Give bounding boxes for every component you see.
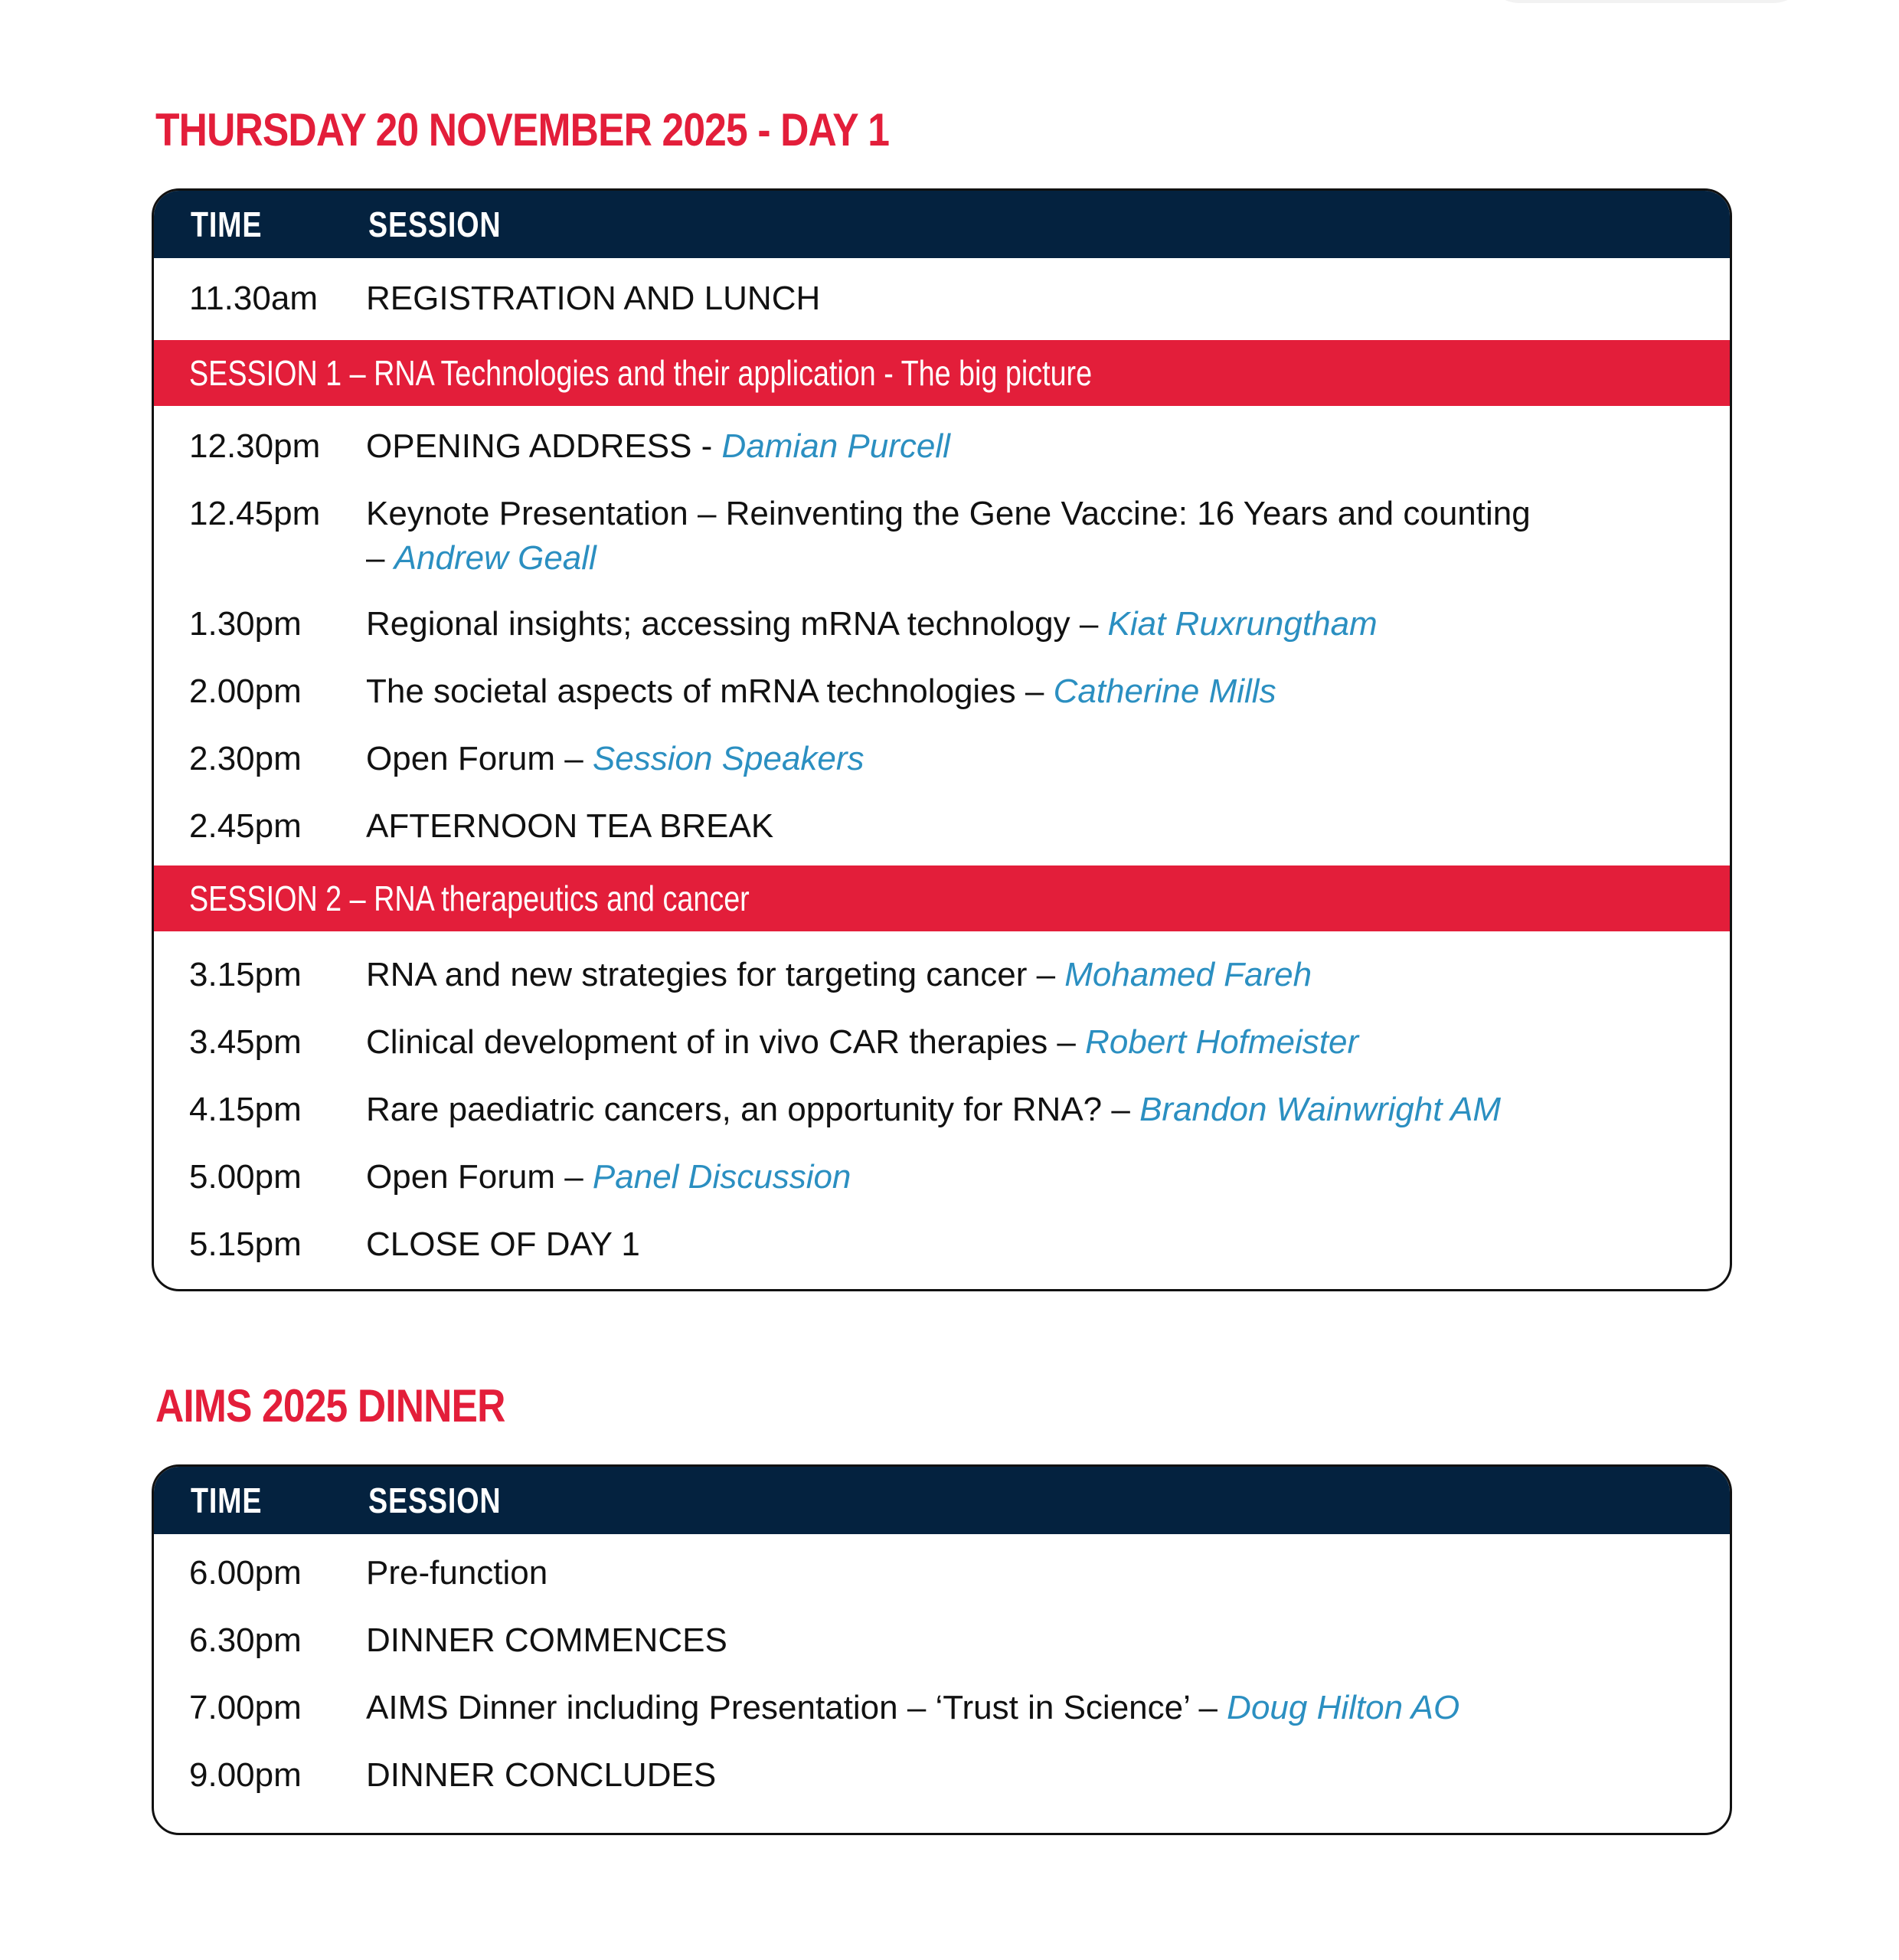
table-row [154,1686,1730,1730]
row-time: 3.15pm [189,956,302,993]
session-1-label: SESSION 1 – RNA Technologies and their application - The big picture [189,353,1093,393]
row-time: 7.00pm [189,1689,302,1726]
row-time: 6.00pm [189,1554,302,1592]
row-time: 5.00pm [189,1158,302,1196]
session-1-band [154,340,1730,406]
speaker-name: Robert Hofmeister [1085,1023,1359,1061]
table-row [154,1088,1730,1132]
row-time: 2.45pm [189,807,302,845]
table-header [154,191,1730,258]
table-row [154,492,1730,581]
header-time: TIME [191,205,263,244]
row-time: 5.15pm [189,1225,302,1263]
header-session: SESSION [368,1481,502,1520]
table-row [154,602,1730,646]
speaker-name: Catherine Mills [1053,672,1276,710]
row-time: 12.30pm [189,427,321,465]
session-2-rows [154,931,1730,1284]
session-2-band [154,865,1730,931]
day1-schedule-table [152,188,1732,1291]
row-title: Regional insights; accessing mRNA technology – [366,605,1108,643]
header-time: TIME [191,1481,263,1520]
row-time: 4.15pm [189,1091,302,1128]
table-row [154,953,1730,997]
speaker-name: Kiat Ruxrungtham [1107,605,1378,643]
speaker-name: Mohamed Fareh [1064,956,1312,993]
row-time: 2.30pm [189,740,302,777]
session-1-rows [154,406,1730,865]
row-title: Rare paediatric cancers, an opportunity for RNA? – [366,1091,1140,1128]
row-title: AIMS Dinner including Presentation – ‘Trust in Science’ – [366,1689,1227,1726]
row-title: Pre-function [366,1554,548,1592]
table-row [154,804,1730,849]
table-row [154,1155,1730,1199]
top-decoration [1486,0,1807,3]
row-time: 12.45pm [189,495,321,532]
dinner-rows [154,1534,1730,1833]
row-title: RNA and new strategies for targeting cancer – [366,956,1065,993]
session-2-label: SESSION 2 – RNA therapeutics and cancer [189,879,750,918]
row-title: The societal aspects of mRNA technologies – [366,672,1054,710]
speaker-name: Panel Discussion [592,1158,851,1196]
table-row [154,737,1730,781]
table-header [154,1467,1730,1534]
row-time: 11.30am [189,280,318,317]
row-title: REGISTRATION AND LUNCH [366,280,821,317]
row-title: DINNER CONCLUDES [366,1756,717,1794]
row-time: 9.00pm [189,1756,302,1794]
table-row [154,1020,1730,1065]
row-title: CLOSE OF DAY 1 [366,1225,640,1263]
table-row [154,1222,1730,1267]
row-time: 2.00pm [189,672,302,710]
speaker-name: Doug Hilton AO [1227,1689,1460,1726]
row-title: Keynote Presentation – Reinventing the Gene Vaccine: 16 Years and counting [366,495,1531,532]
row-title: Open Forum – [366,740,593,777]
speaker-name: Brandon Wainwright AM [1139,1091,1502,1128]
row-title: AFTERNOON TEA BREAK [366,807,774,845]
dinner-schedule-table [152,1464,1732,1835]
table-row [154,1753,1730,1798]
table-row [154,1551,1730,1595]
row-time: 1.30pm [189,605,302,643]
table-row [154,669,1730,714]
speaker-name: Andrew Geall [394,539,597,577]
row-title: DINNER COMMENCES [366,1621,727,1659]
speaker-name: Session Speakers [592,740,865,777]
row-time: 3.45pm [189,1023,302,1061]
dinner-title: AIMS 2025 DINNER [155,1380,505,1432]
day1-title: THURSDAY 20 NOVEMBER 2025 - DAY 1 [155,104,890,155]
row-title: OPENING ADDRESS - [366,427,722,465]
row-title: Clinical development of in vivo CAR therapies – [366,1023,1086,1061]
row-title: Open Forum – [366,1158,593,1196]
table-row [154,258,1730,340]
table-row [154,1618,1730,1663]
table-row [154,424,1730,469]
row-title-continued: – [366,539,394,577]
header-session: SESSION [368,205,502,244]
speaker-name: Damian Purcell [721,427,950,465]
row-time: 6.30pm [189,1621,302,1659]
